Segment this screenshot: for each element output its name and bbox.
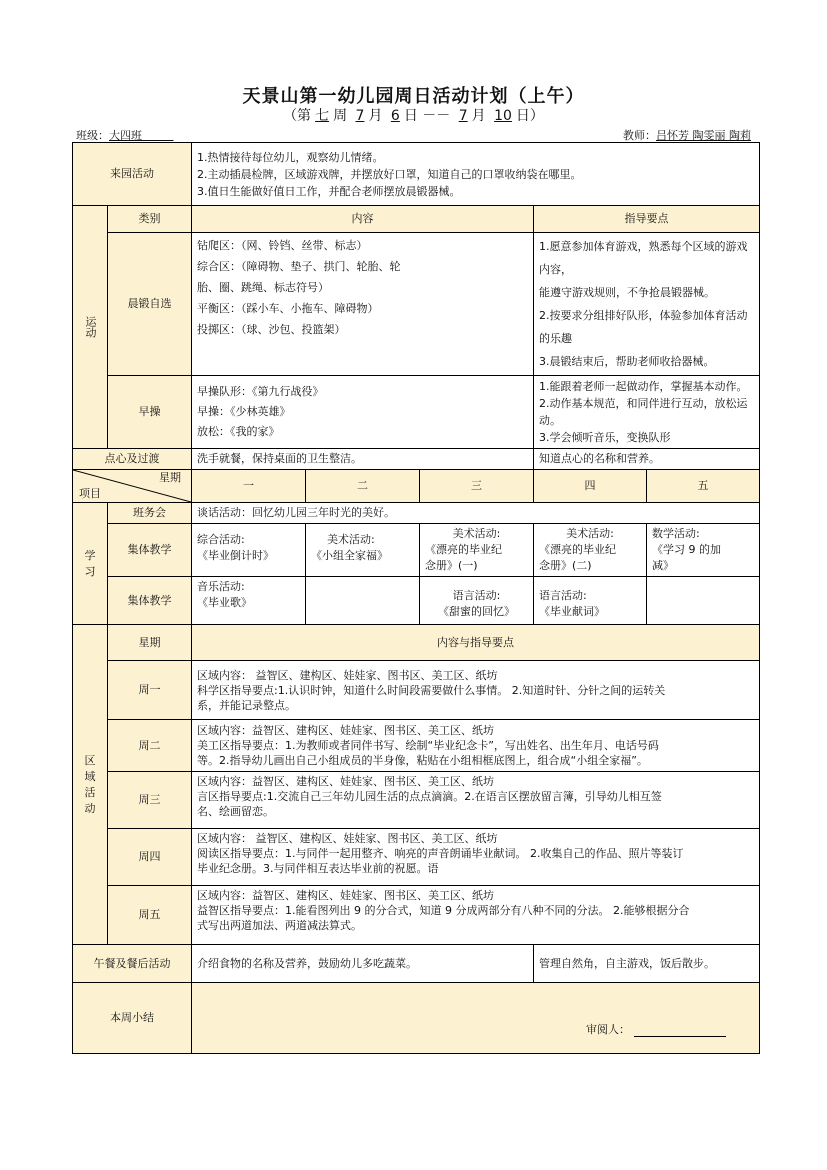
area-line: 区域内容： 益智区、建构区、娃娃家、图书区、美工区、纸坊 — [197, 668, 498, 682]
start-month: 7 — [355, 108, 365, 124]
arrival-line: 2.主动插晨检牌，区域游戏牌，并摆放好口罩，知道自己的口罩收纳袋在哪里。 — [197, 167, 582, 181]
area-line: 区域内容： 益智区、建构区、娃娃家、图书区、美工区、纸坊 — [197, 832, 498, 845]
class-label: 班级： — [76, 129, 109, 142]
area-line: 系，并能记录整点。 — [197, 698, 296, 712]
snack-key: 知道点心的名称和营养。 — [534, 449, 760, 470]
key-line: 3.晨锻结束后，帮助老师收拾器械。 — [539, 355, 715, 368]
area-day: 周一 — [108, 661, 192, 720]
lunch-content-a: 介绍食物的名称及营养，鼓励幼儿多吃蔬菜。 — [192, 945, 534, 983]
area-line: 言区指导要点:1.交流自己三年幼儿园生活的点点滴滴。2.在语言区摆放留言簿，引导幼儿相互签 — [197, 790, 662, 803]
day-wed: 三 — [420, 470, 534, 503]
arrival-line: 1.热情接待每位幼儿，观察幼儿情绪。 — [197, 150, 384, 164]
lesson-title-cont: 念册》(一) — [425, 559, 478, 572]
area-line: 区域内容：益智区、建构区、娃娃家、图书区、美工区、纸坊 — [197, 724, 494, 737]
lesson-type: 美术活动: — [566, 527, 614, 540]
area-row-thu — [73, 829, 760, 886]
reviewer — [586, 1021, 726, 1037]
lesson-cell — [420, 524, 534, 577]
morning-exercise-row — [73, 233, 760, 376]
lesson-title: 《漂亮的毕业纪 — [539, 543, 616, 556]
date-text: 日） — [515, 108, 544, 124]
area-content — [192, 661, 760, 720]
key-line: 3.学会倾听音乐，变换队形 — [539, 431, 671, 444]
area-day: 周二 — [108, 720, 192, 772]
content-line: 胎、圈、跳绳、标志符号） — [197, 281, 329, 294]
class-meeting-content: 谈话活动：回忆幼儿园三年时光的美好。 — [192, 503, 760, 524]
lesson-cell — [647, 524, 760, 577]
area-line: 区域内容：益智区、建构区、娃娃家、图书区、美工区、纸坊 — [197, 775, 494, 788]
area-row-tue — [73, 720, 760, 772]
area-content — [192, 720, 760, 772]
morning-exercise-content — [192, 233, 534, 376]
lesson-title: 《毕业倒计时》 — [197, 549, 274, 562]
date-text: （第 — [283, 108, 312, 124]
lesson-cell — [306, 524, 420, 577]
lesson-title-cont: 减》 — [652, 559, 674, 572]
content-line: 早操：《少林英雄》 — [197, 405, 291, 418]
weekday-label: 星期 — [159, 471, 181, 484]
sport-key-header: 指导要点 — [534, 206, 760, 233]
lesson-type: 数学活动: — [652, 527, 700, 540]
end-month: 7 — [458, 108, 468, 124]
lesson-cell — [192, 577, 306, 625]
morning-exercise-key — [534, 233, 760, 376]
content-line: 投掷区：（球、沙包、投篮架） — [197, 323, 346, 336]
area-label-char: 区 — [84, 753, 96, 767]
class-meeting-label: 班务会 — [108, 503, 192, 524]
lesson-title: 《甜蜜的回忆》 — [438, 604, 515, 618]
area-line: 名、绘画留恋。 — [197, 805, 274, 818]
study-label-char: 习 — [84, 564, 96, 578]
date-range — [0, 105, 827, 125]
day-fri: 五 — [647, 470, 760, 503]
date-text: 月 — [368, 108, 383, 124]
date-text: 周 — [333, 108, 348, 124]
page-title: 天景山第一幼儿园周日活动计划（上午） — [242, 86, 585, 107]
day-tue: 二 — [306, 470, 420, 503]
start-day: 6 — [390, 108, 400, 124]
lunch-label: 午餐及餐后活动 — [73, 945, 192, 983]
area-line: 科学区指导要点:1.认识时钟，知道什么时间段需要做什么事情。 2.知道时针、分针之间的运转关 — [197, 683, 666, 697]
lesson-type: 综合活动: — [197, 533, 245, 546]
morning-exercise-label: 晨锻自选 — [108, 233, 192, 376]
summary-label: 本周小结 — [73, 983, 192, 1054]
key-line: 2.动作基本规范，和同伴进行互动，放松运动。 — [539, 397, 748, 427]
content-line: 钻爬区：（网、铃铛、丝带、标志） — [197, 239, 368, 252]
class-value: 大四班 — [109, 129, 142, 142]
sport-header-row — [73, 206, 760, 233]
content-line: 早操队形：《第九行战役》 — [197, 385, 324, 398]
area-row-wed — [73, 772, 760, 829]
lesson-cell-empty — [306, 577, 420, 625]
plan-table — [72, 142, 760, 1054]
snack-content: 洗手就餐，保持桌面的卫生整洁。 — [192, 449, 534, 470]
reviewer-label: 审阅人： — [586, 1023, 630, 1036]
key-line: 2.按要求分组排好队形，体验参加体育活动的乐趣 — [539, 309, 748, 345]
area-line: 等。2.指导幼儿画出自己小组成员的半身像，粘贴在小组相框底图上，组合成“小组全家福”。 — [197, 754, 648, 767]
end-day: 10 — [494, 108, 512, 124]
arrival-row — [73, 143, 760, 206]
class-meeting-row — [73, 503, 760, 524]
arrival-label: 来园活动 — [73, 143, 192, 206]
day-thu: 四 — [534, 470, 647, 503]
lesson-title-cont: 念册》(二) — [539, 559, 592, 572]
area-line: 阅读区指导要点：1.与同伴一起用整齐、响亮的声音朗诵毕业献词。 2.收集自己的作品、照片等装订 — [197, 847, 684, 860]
area-line: 美工区指导要点：1.为教师或者同伴书写、绘制“毕业纪念卡”，写出姓名、出生年月、电话号码 — [197, 739, 659, 752]
class-info — [76, 127, 173, 143]
area-line: 毕业纪念册。3.与同伴相互表达毕业前的祝愿。语 — [197, 862, 439, 875]
area-content — [192, 886, 760, 945]
summary-row — [73, 983, 760, 1054]
key-line: 能遵守游戏规则，不争抢晨锻器械。 — [539, 286, 715, 299]
lesson-title: 《学习 9 的加 — [652, 543, 721, 556]
area-line: 益智区指导要点：1.能看图列出 9 的分合式，知道 9 分成两部分有八种不同的分法。 2.能够根据分合 — [197, 904, 690, 917]
drill-key — [534, 376, 760, 449]
area-line: 区域内容：益智区、建构区、娃娃家、图书区、美工区、纸坊 — [197, 889, 494, 902]
area-row-fri — [73, 886, 760, 945]
area-day: 周三 — [108, 772, 192, 829]
area-line: 式写出两道加法、两道减法算式。 — [197, 919, 362, 932]
sport-type-header: 类别 — [108, 206, 192, 233]
lesson-cell — [420, 577, 534, 625]
lesson-type: 语言活动: — [452, 588, 501, 602]
area-header-row — [73, 625, 760, 661]
drill-row — [73, 376, 760, 449]
teacher-label: 教师： — [623, 129, 656, 142]
area-content-header: 内容与指导要点 — [192, 625, 760, 661]
week-header-row — [73, 470, 760, 503]
content-line: 平衡区：（踩小车、小拖车、障碍物） — [197, 302, 379, 315]
lunch-content-b: 管理自然角，自主游戏，饭后散步。 — [534, 945, 760, 983]
group-teaching-label: 集体教学 — [108, 577, 192, 625]
group-teaching-label: 集体教学 — [108, 524, 192, 577]
lesson-cell — [192, 524, 306, 577]
summary-content[interactable] — [192, 983, 760, 1054]
sport-label: 运动 — [73, 206, 108, 449]
key-line: 1.愿意参加体育游戏，熟悉每个区域的游戏内容， — [539, 240, 748, 276]
lesson-cell-empty — [647, 577, 760, 625]
week-number: 七 — [315, 108, 330, 124]
area-content — [192, 829, 760, 886]
area-day: 周五 — [108, 886, 192, 945]
area-day-header: 星期 — [108, 625, 192, 661]
study-label-char: 学 — [84, 548, 96, 562]
area-label-char: 动 — [84, 801, 96, 815]
lesson-cell — [534, 577, 647, 625]
key-line: 1.能跟着老师一起做动作，掌握基本动作。 — [539, 380, 748, 393]
sport-content-header: 内容 — [192, 206, 534, 233]
day-mon: 一 — [192, 470, 306, 503]
lesson-type: 音乐活动: — [197, 580, 245, 593]
lesson-title: 《漂亮的毕业纪 — [425, 543, 502, 556]
diagonal-header — [73, 470, 192, 503]
area-label-char: 域 — [84, 769, 96, 783]
lesson-type: 美术活动: — [327, 533, 375, 546]
area-label-char: 活 — [84, 785, 96, 799]
reviewer-signature-line[interactable] — [634, 1025, 726, 1037]
arrival-content — [192, 143, 760, 206]
lesson-cell — [534, 524, 647, 577]
group-teaching-row-2 — [73, 577, 760, 625]
lesson-title: 《小组全家福》 — [311, 549, 388, 562]
arrival-line: 3.值日生能做好值日工作，并配合老师摆放晨锻器械。 — [197, 184, 461, 198]
teacher-value: 吕怀芳 陶雯丽 陶莉 — [656, 129, 751, 142]
area-content — [192, 772, 760, 829]
content-line: 综合区：（障碍物、垫子、拱门、轮胎、轮 — [197, 260, 401, 273]
lunch-row — [73, 945, 760, 983]
area-label — [73, 625, 108, 945]
date-text: 月 — [471, 108, 486, 124]
lesson-type: 语言活动: — [539, 588, 587, 602]
area-row-mon — [73, 661, 760, 720]
drill-content — [192, 376, 534, 449]
group-teaching-row-1 — [73, 524, 760, 577]
snack-label: 点心及过渡 — [73, 449, 192, 470]
content-line: 放松：《我的家》 — [197, 425, 280, 438]
study-label — [73, 503, 108, 625]
teacher-info — [623, 127, 751, 143]
lesson-title: 《毕业歌》 — [197, 596, 252, 609]
area-day: 周四 — [108, 829, 192, 886]
snack-row — [73, 449, 760, 470]
date-text: 日 －－ — [403, 108, 451, 124]
lesson-type: 美术活动: — [452, 527, 501, 540]
drill-label: 早操 — [108, 376, 192, 449]
lesson-title: 《毕业献词》 — [539, 604, 605, 618]
item-label: 项目 — [79, 487, 101, 500]
